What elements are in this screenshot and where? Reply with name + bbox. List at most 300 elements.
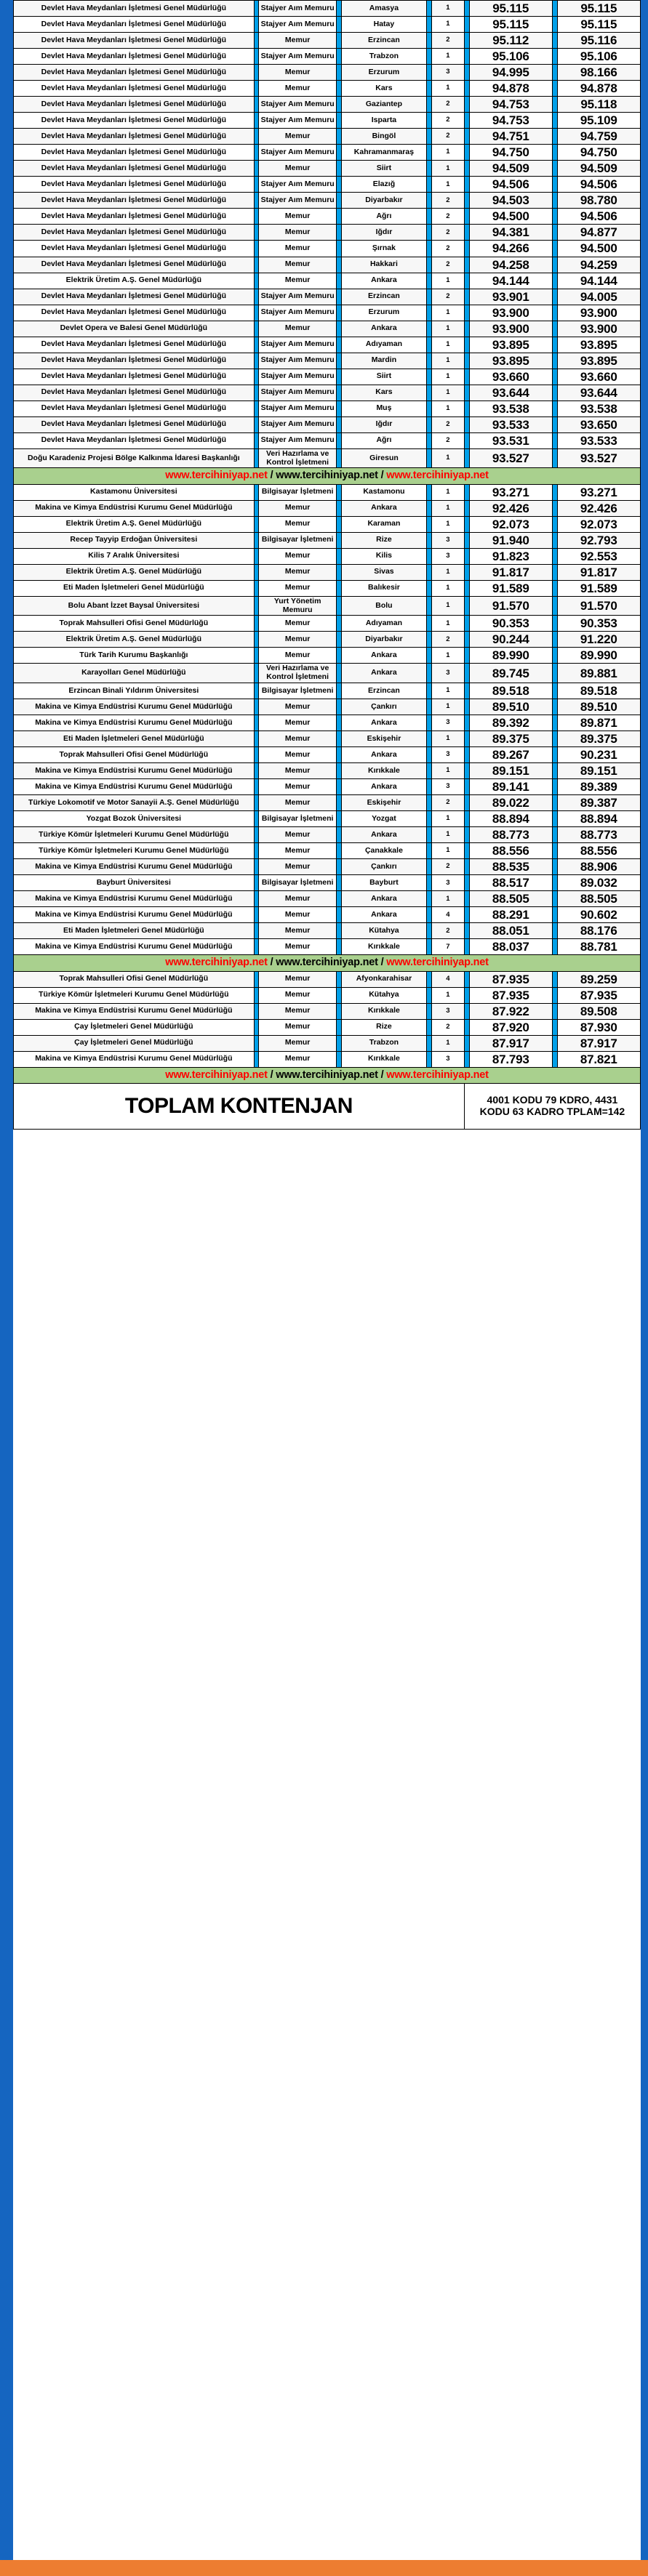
column-separator-5 [552, 500, 557, 516]
cell-kontenjan: 3 [432, 747, 465, 763]
cell-kontenjan: 1 [432, 1, 465, 17]
cell-taban-puan: 94.381 [469, 225, 552, 241]
column-separator-3 [427, 731, 432, 747]
cell-kurum-adi: Devlet Hava Meydanları İşletmesi Genel Müdürlüğü [14, 33, 255, 49]
column-separator-1 [254, 699, 259, 715]
column-separator-2 [336, 1051, 341, 1067]
cell-unvan: Bilgisayar İşletmeni [259, 811, 336, 827]
table-row [14, 225, 641, 241]
cell-kurum-adi: Toprak Mahsulleri Ofisi Genel Müdürlüğü [14, 971, 255, 987]
table-row [14, 632, 641, 648]
column-separator-1 [254, 385, 259, 401]
cell-il: Muş [341, 401, 427, 416]
table-row [14, 987, 641, 1003]
table-row [14, 81, 641, 97]
cell-taban-puan: 89.510 [469, 699, 552, 715]
cell-kontenjan: 1 [432, 305, 465, 321]
cell-son-puan: 93.895 [557, 337, 640, 353]
column-separator-3 [427, 699, 432, 715]
cell-il: Karaman [341, 516, 427, 532]
cell-son-puan: 89.151 [557, 763, 640, 779]
column-separator-2 [336, 500, 341, 516]
column-separator-4 [464, 337, 469, 353]
cell-kontenjan: 1 [432, 648, 465, 664]
column-separator-3 [427, 225, 432, 241]
watermark-url-3: www.tercihiniyap.net [386, 470, 489, 482]
column-separator-4 [464, 827, 469, 843]
cell-kontenjan: 1 [432, 81, 465, 97]
column-separator-4 [464, 987, 469, 1003]
cell-kurum-adi: Çay İşletmeleri Genel Müdürlüğü [14, 1019, 255, 1035]
cell-taban-puan: 94.506 [469, 177, 552, 193]
column-separator-4 [464, 448, 469, 468]
column-separator-4 [464, 500, 469, 516]
column-separator-5 [552, 971, 557, 987]
cell-il: Siirt [341, 161, 427, 177]
cell-unvan: Stajyer Aım Memuru [259, 337, 336, 353]
table-row [14, 731, 641, 747]
cell-son-puan: 89.881 [557, 664, 640, 683]
cell-taban-puan: 95.115 [469, 17, 552, 33]
column-separator-3 [427, 432, 432, 448]
column-separator-4 [464, 145, 469, 161]
column-separator-3 [427, 843, 432, 859]
cell-unvan: Memur [259, 699, 336, 715]
cell-taban-puan: 88.556 [469, 843, 552, 859]
total-quota-line-1: 4001 KODU 79 KDRO, 4431 [487, 1094, 618, 1106]
cell-il: Ağrı [341, 209, 427, 225]
column-separator-2 [336, 596, 341, 616]
column-separator-2 [336, 289, 341, 305]
column-separator-5 [552, 145, 557, 161]
table-row [14, 548, 641, 564]
cell-unvan: Stajyer Aım Memuru [259, 289, 336, 305]
cell-il: Çankırı [341, 859, 427, 875]
cell-kontenjan: 3 [432, 715, 465, 730]
cell-kurum-adi: Kastamonu Üniversitesi [14, 484, 255, 500]
cell-il: Erzincan [341, 289, 427, 305]
column-separator-4 [464, 81, 469, 97]
column-separator-2 [336, 145, 341, 161]
column-separator-3 [427, 257, 432, 273]
column-separator-3 [427, 65, 432, 81]
cell-kontenjan: 2 [432, 129, 465, 145]
column-separator-2 [336, 1019, 341, 1035]
column-separator-2 [336, 161, 341, 177]
cell-unvan: Memur [259, 827, 336, 843]
column-separator-4 [464, 1, 469, 17]
column-separator-1 [254, 416, 259, 432]
cell-son-puan: 89.375 [557, 731, 640, 747]
cell-unvan: Memur [259, 616, 336, 632]
column-separator-2 [336, 81, 341, 97]
column-separator-5 [552, 596, 557, 616]
column-separator-5 [552, 580, 557, 596]
cell-son-puan: 87.935 [557, 987, 640, 1003]
column-separator-5 [552, 1035, 557, 1051]
column-separator-2 [336, 747, 341, 763]
table-row [14, 532, 641, 548]
table-row [14, 596, 641, 616]
column-separator-3 [427, 664, 432, 683]
cell-il: Erzurum [341, 65, 427, 81]
column-separator-2 [336, 432, 341, 448]
column-separator-1 [254, 891, 259, 907]
column-separator-5 [552, 33, 557, 49]
cell-il: Çankırı [341, 699, 427, 715]
column-separator-4 [464, 699, 469, 715]
column-separator-1 [254, 532, 259, 548]
table-row [14, 257, 641, 273]
cell-kontenjan: 2 [432, 225, 465, 241]
column-separator-3 [427, 500, 432, 516]
column-separator-5 [552, 432, 557, 448]
column-separator-4 [464, 971, 469, 987]
cell-il: Ankara [341, 648, 427, 664]
cell-unvan: Stajyer Aım Memuru [259, 113, 336, 129]
cell-son-puan: 98.166 [557, 65, 640, 81]
column-separator-1 [254, 907, 259, 923]
column-separator-2 [336, 859, 341, 875]
column-separator-2 [336, 484, 341, 500]
watermark-row [14, 468, 641, 484]
cell-son-puan: 95.109 [557, 113, 640, 129]
table-row [14, 177, 641, 193]
column-separator-1 [254, 273, 259, 289]
column-separator-5 [552, 369, 557, 385]
cell-taban-puan: 87.935 [469, 971, 552, 987]
table-row [14, 580, 641, 596]
column-separator-2 [336, 891, 341, 907]
cell-kontenjan: 1 [432, 500, 465, 516]
column-separator-1 [254, 664, 259, 683]
cell-son-puan: 91.589 [557, 580, 640, 596]
table-row [14, 516, 641, 532]
total-quota-value [464, 1084, 640, 1130]
total-quota-label: TOPLAM KONTENJAN [14, 1084, 465, 1130]
column-separator-5 [552, 129, 557, 145]
total-quota-line-2: KODU 63 KADRO TPLAM=142 [479, 1106, 625, 1118]
cell-taban-puan: 91.940 [469, 532, 552, 548]
cell-taban-puan: 94.509 [469, 161, 552, 177]
cell-kurum-adi: Türkiye Kömür İşletmeleri Kurumu Genel Müdürlüğü [14, 827, 255, 843]
cell-il: Afyonkarahisar [341, 971, 427, 987]
cell-il: Rize [341, 1019, 427, 1035]
column-separator-2 [336, 129, 341, 145]
column-separator-4 [464, 747, 469, 763]
cell-son-puan: 94.506 [557, 209, 640, 225]
column-separator-5 [552, 416, 557, 432]
cell-taban-puan: 93.895 [469, 337, 552, 353]
cell-kontenjan: 1 [432, 596, 465, 616]
cell-unvan: Stajyer Aım Memuru [259, 49, 336, 65]
cell-unvan: Memur [259, 129, 336, 145]
column-separator-4 [464, 1051, 469, 1067]
cell-taban-puan: 93.271 [469, 484, 552, 500]
column-separator-3 [427, 1019, 432, 1035]
cell-kontenjan: 2 [432, 416, 465, 432]
table-row [14, 699, 641, 715]
column-separator-5 [552, 827, 557, 843]
cell-unvan: Bilgisayar İşletmeni [259, 484, 336, 500]
cell-il: Ankara [341, 907, 427, 923]
cell-son-puan: 95.116 [557, 33, 640, 49]
column-separator-4 [464, 305, 469, 321]
column-separator-4 [464, 891, 469, 907]
column-separator-4 [464, 811, 469, 827]
column-separator-3 [427, 113, 432, 129]
column-separator-4 [464, 65, 469, 81]
cell-il: Bolu [341, 596, 427, 616]
column-separator-4 [464, 385, 469, 401]
column-separator-1 [254, 49, 259, 65]
column-separator-4 [464, 484, 469, 500]
cell-il: Iğdır [341, 225, 427, 241]
cell-kontenjan: 1 [432, 484, 465, 500]
cell-kontenjan: 1 [432, 161, 465, 177]
column-separator-3 [427, 859, 432, 875]
cell-taban-puan: 95.112 [469, 33, 552, 49]
cell-kontenjan: 1 [432, 763, 465, 779]
column-separator-2 [336, 337, 341, 353]
cell-unvan: Memur [259, 564, 336, 580]
column-separator-1 [254, 289, 259, 305]
column-separator-2 [336, 353, 341, 369]
cell-kontenjan: 1 [432, 987, 465, 1003]
cell-kontenjan: 1 [432, 891, 465, 907]
table-row [14, 432, 641, 448]
table-row [14, 500, 641, 516]
column-separator-4 [464, 193, 469, 209]
column-separator-3 [427, 1035, 432, 1051]
column-separator-3 [427, 987, 432, 1003]
column-separator-5 [552, 548, 557, 564]
cell-unvan: Stajyer Aım Memuru [259, 353, 336, 369]
column-separator-4 [464, 875, 469, 891]
column-separator-3 [427, 795, 432, 811]
watermark-row [14, 1067, 641, 1083]
column-separator-3 [427, 779, 432, 795]
cell-kontenjan: 1 [432, 580, 465, 596]
column-separator-1 [254, 1, 259, 17]
column-separator-1 [254, 795, 259, 811]
cell-son-puan: 89.508 [557, 1003, 640, 1019]
column-separator-1 [254, 987, 259, 1003]
column-separator-1 [254, 17, 259, 33]
cell-son-puan: 88.906 [557, 859, 640, 875]
column-separator-3 [427, 564, 432, 580]
cell-kontenjan: 1 [432, 353, 465, 369]
cell-taban-puan: 91.589 [469, 580, 552, 596]
cell-kontenjan: 3 [432, 1051, 465, 1067]
column-separator-4 [464, 17, 469, 33]
column-separator-3 [427, 401, 432, 416]
cell-son-puan: 93.895 [557, 353, 640, 369]
cell-taban-puan: 89.392 [469, 715, 552, 730]
column-separator-3 [427, 273, 432, 289]
cell-il: Trabzon [341, 1035, 427, 1051]
column-separator-4 [464, 683, 469, 699]
cell-kurum-adi: Eti Maden İşletmeleri Genel Müdürlüğü [14, 731, 255, 747]
watermark-url-2: www.tercihiniyap.net [276, 470, 378, 482]
column-separator-1 [254, 33, 259, 49]
cell-kontenjan: 2 [432, 632, 465, 648]
cell-kurum-adi: Devlet Hava Meydanları İşletmesi Genel Müdürlüğü [14, 113, 255, 129]
column-separator-5 [552, 161, 557, 177]
column-separator-5 [552, 448, 557, 468]
cell-kurum-adi: Makina ve Kimya Endüstrisi Kurumu Genel Müdürlüğü [14, 1051, 255, 1067]
column-separator-1 [254, 81, 259, 97]
column-separator-1 [254, 401, 259, 416]
cell-il: Eskişehir [341, 795, 427, 811]
column-separator-2 [336, 827, 341, 843]
table-row [14, 161, 641, 177]
cell-taban-puan: 92.073 [469, 516, 552, 532]
column-separator-1 [254, 1019, 259, 1035]
column-separator-4 [464, 1019, 469, 1035]
column-separator-3 [427, 648, 432, 664]
column-separator-1 [254, 715, 259, 730]
cell-kontenjan: 1 [432, 516, 465, 532]
column-separator-4 [464, 596, 469, 616]
cell-il: Isparta [341, 113, 427, 129]
column-separator-4 [464, 369, 469, 385]
cell-son-puan: 94.144 [557, 273, 640, 289]
cell-kurum-adi: Türkiye Lokomotif ve Motor Sanayii A.Ş. Genel Müdürlüğü [14, 795, 255, 811]
cell-unvan: Memur [259, 241, 336, 257]
cell-taban-puan: 93.531 [469, 432, 552, 448]
cell-kurum-adi: Devlet Opera ve Balesi Genel Müdürlüğü [14, 321, 255, 337]
cell-kurum-adi: Devlet Hava Meydanları İşletmesi Genel Müdürlüğü [14, 97, 255, 113]
cell-son-puan: 93.900 [557, 305, 640, 321]
column-separator-4 [464, 532, 469, 548]
cell-son-puan: 88.505 [557, 891, 640, 907]
table-row [14, 763, 641, 779]
column-separator-5 [552, 321, 557, 337]
column-separator-4 [464, 859, 469, 875]
column-separator-5 [552, 747, 557, 763]
cell-son-puan: 94.500 [557, 241, 640, 257]
cell-il: Kırıkkale [341, 763, 427, 779]
table-row [14, 859, 641, 875]
table-row [14, 1, 641, 17]
cell-unvan: Memur [259, 548, 336, 564]
table-row [14, 305, 641, 321]
table-row [14, 971, 641, 987]
column-separator-5 [552, 811, 557, 827]
cell-kurum-adi: Makina ve Kimya Endüstrisi Kurumu Genel Müdürlüğü [14, 763, 255, 779]
column-separator-5 [552, 401, 557, 416]
cell-son-puan: 94.750 [557, 145, 640, 161]
cell-kurum-adi: Toprak Mahsulleri Ofisi Genel Müdürlüğü [14, 616, 255, 632]
cell-kontenjan: 2 [432, 795, 465, 811]
cell-unvan: Memur [259, 939, 336, 955]
table-row [14, 416, 641, 432]
cell-unvan: Veri Hazırlama ve Kontrol İşletmeni [259, 664, 336, 683]
cell-kontenjan: 2 [432, 432, 465, 448]
cell-il: Kars [341, 81, 427, 97]
column-separator-4 [464, 516, 469, 532]
watermark-separator-2: / [377, 1068, 387, 1081]
column-separator-5 [552, 177, 557, 193]
cell-taban-puan: 93.901 [469, 289, 552, 305]
cell-unvan: Memur [259, 209, 336, 225]
table-row [14, 97, 641, 113]
column-separator-4 [464, 161, 469, 177]
column-separator-1 [254, 97, 259, 113]
watermark-url-3: www.tercihiniyap.net [386, 1068, 489, 1081]
cell-kurum-adi: Makina ve Kimya Endüstrisi Kurumu Genel Müdürlüğü [14, 1003, 255, 1019]
cell-il: Kahramanmaraş [341, 145, 427, 161]
total-quota-row [14, 1084, 641, 1130]
cell-taban-puan: 88.535 [469, 859, 552, 875]
watermark-url-1: www.tercihiniyap.net [165, 470, 268, 482]
column-separator-1 [254, 353, 259, 369]
cell-kontenjan: 2 [432, 193, 465, 209]
column-separator-2 [336, 305, 341, 321]
column-separator-1 [254, 1003, 259, 1019]
table-row [14, 65, 641, 81]
cell-unvan: Memur [259, 161, 336, 177]
column-separator-5 [552, 843, 557, 859]
cell-kurum-adi: Devlet Hava Meydanları İşletmesi Genel Müdürlüğü [14, 385, 255, 401]
column-separator-2 [336, 731, 341, 747]
cell-son-puan: 94.877 [557, 225, 640, 241]
cell-il: Ağrı [341, 432, 427, 448]
cell-il: Erzincan [341, 33, 427, 49]
column-separator-4 [464, 715, 469, 730]
cell-il: Kırıkkale [341, 939, 427, 955]
cell-taban-puan: 94.750 [469, 145, 552, 161]
cell-kurum-adi: Devlet Hava Meydanları İşletmesi Genel Müdürlüğü [14, 161, 255, 177]
column-separator-1 [254, 1051, 259, 1067]
cell-kontenjan: 1 [432, 683, 465, 699]
table-row [14, 875, 641, 891]
cell-il: Elazığ [341, 177, 427, 193]
cell-kurum-adi: Devlet Hava Meydanları İşletmesi Genel Müdürlüğü [14, 289, 255, 305]
cell-son-puan: 91.220 [557, 632, 640, 648]
table-row [14, 907, 641, 923]
column-separator-2 [336, 1035, 341, 1051]
cell-taban-puan: 94.500 [469, 209, 552, 225]
column-separator-2 [336, 516, 341, 532]
cell-kurum-adi: Yozgat Bozok Üniversitesi [14, 811, 255, 827]
column-separator-2 [336, 321, 341, 337]
cell-taban-puan: 89.518 [469, 683, 552, 699]
cell-unvan: Memur [259, 500, 336, 516]
cell-kurum-adi: Türk Tarih Kurumu Başkanlığı [14, 648, 255, 664]
cell-kontenjan: 1 [432, 731, 465, 747]
column-separator-2 [336, 715, 341, 730]
cell-unvan: Stajyer Aım Memuru [259, 145, 336, 161]
watermark-url-1: www.tercihiniyap.net [165, 957, 268, 969]
cell-taban-puan: 90.353 [469, 616, 552, 632]
column-separator-1 [254, 500, 259, 516]
cell-kontenjan: 2 [432, 289, 465, 305]
cell-kontenjan: 1 [432, 337, 465, 353]
cell-son-puan: 93.271 [557, 484, 640, 500]
column-separator-3 [427, 747, 432, 763]
cell-il: Amasya [341, 1, 427, 17]
cell-son-puan: 94.506 [557, 177, 640, 193]
table-row [14, 939, 641, 955]
watermark-separator-1: / [267, 1068, 276, 1081]
column-separator-4 [464, 779, 469, 795]
cell-kurum-adi: Devlet Hava Meydanları İşletmesi Genel Müdürlüğü [14, 145, 255, 161]
cell-unvan: Memur [259, 516, 336, 532]
column-separator-1 [254, 875, 259, 891]
cell-son-puan: 95.115 [557, 1, 640, 17]
